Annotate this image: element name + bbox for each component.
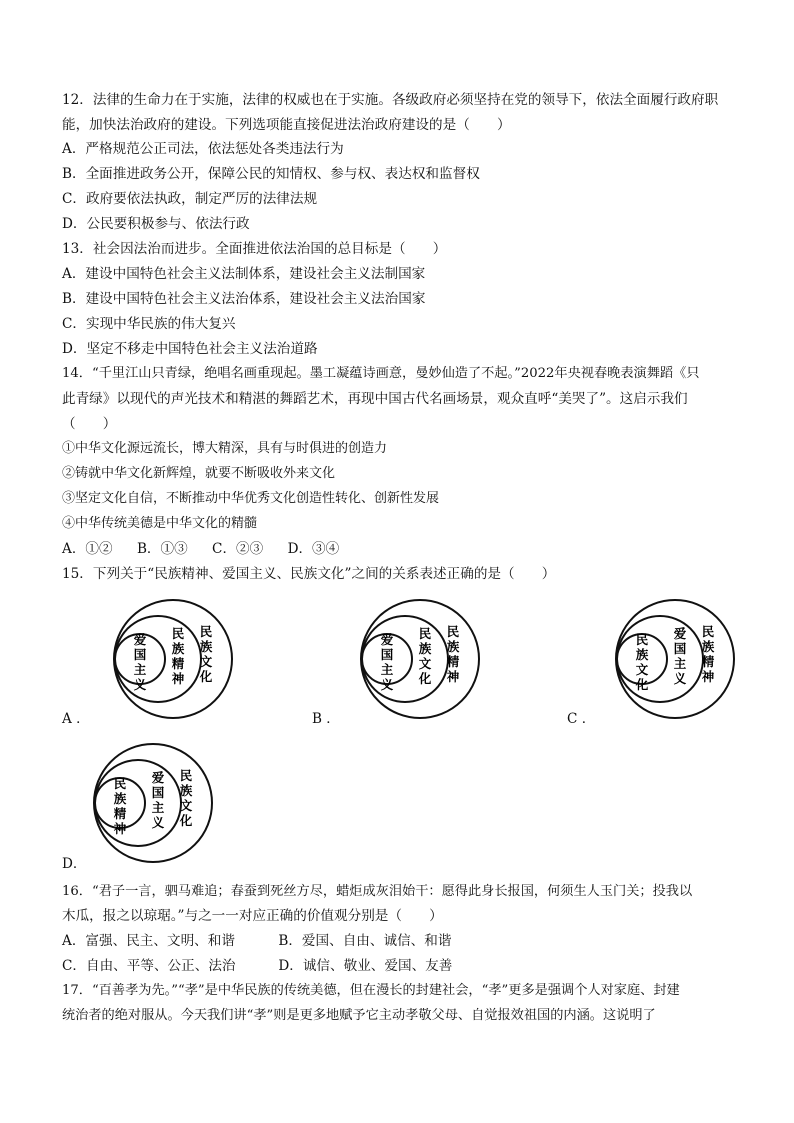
- venn-diagram-c: [610, 598, 740, 720]
- q13-option-c: C．实现中华民族的伟大复兴: [62, 316, 236, 332]
- q12-option-b: B．全面推进政务公开，保障公民的知情权、参与权、表达权和监督权: [62, 166, 480, 182]
- q14-stem-line3: （ ）: [62, 416, 117, 432]
- q17-stem-line1: 17．“百善孝为先。”“孝”是中华民族的传统美德，但在漫长的封建社会，“孝”更多是强调个人对家庭、封建: [62, 983, 680, 998]
- q16-option-a: A．富强、民主、文明、和谐: [62, 933, 235, 949]
- q14-statement-1: ①中华文化源远流长，博大精深，具有与时俱进的创造力: [62, 441, 388, 456]
- q14-option-a: A．①②: [62, 541, 113, 557]
- q16-stem-line1: 16．“君子一言，驷马难追；春蚕到死丝方尽，蜡炬成灰泪始干：愿得此身长报国，何须生人玉门关；投我以: [62, 884, 693, 899]
- venn-c-inner-label: 民族文化: [635, 632, 649, 692]
- q15-letter-d: D．: [62, 856, 87, 872]
- venn-b-outer-label: 民族精神: [446, 624, 460, 684]
- q13-option-b: B．建设中国特色社会主义法治体系，建设社会主义法治国家: [62, 291, 426, 307]
- q12-option-d: D．公民要积极参与、依法行政: [62, 216, 250, 232]
- venn-d-outer-label: 民族文化: [179, 768, 193, 828]
- venn-a-middle-label: 民族精神: [171, 626, 185, 686]
- venn-d-inner-label: 民族精神: [113, 776, 127, 836]
- q15-letter-a: A ．: [62, 711, 90, 727]
- q16-options-row1: [62, 931, 451, 951]
- q12-option-c: C．政府要依法执政，制定严厉的法律法规: [62, 191, 318, 207]
- q14-statement-3: ③坚定文化自信，不断推动中华优秀文化创造性转化、创新性发展: [62, 491, 440, 506]
- q14-option-c: C．②③: [212, 541, 264, 557]
- venn-diagram-d: [88, 742, 218, 864]
- q12-stem-line2: 能，加快法治政府的建设。下列选项能直接促进法治政府建设的是（ ）: [62, 117, 511, 133]
- q15-stem: 15．下列关于“民族精神、爱国主义、民族文化”之间的关系表述正确的是（ ）: [62, 566, 556, 582]
- q14-options: [62, 539, 359, 559]
- q16-option-b: B．爱国、自由、诚信、和谐: [278, 933, 452, 949]
- venn-c-outer-label: 民族精神: [701, 624, 715, 684]
- q14-statement-4: ④中华传统美德是中华文化的精髓: [62, 516, 258, 531]
- q14-option-b: B．①③: [136, 541, 188, 557]
- q16-option-d: D．诚信、敬业、爱国、友善: [278, 958, 453, 974]
- venn-b-inner-label: 爱国主义: [380, 632, 394, 692]
- q12-option-a: A．严格规范公正司法，依法惩处各类违法行为: [62, 141, 344, 157]
- venn-d-middle-label: 爱国主义: [151, 770, 165, 830]
- venn-diagram-a: [108, 598, 238, 720]
- q13-option-a: A．建设中国特色社会主义法制体系，建设社会主义法制国家: [62, 266, 426, 282]
- venn-c-middle-label: 爱国主义: [673, 626, 687, 686]
- venn-a-inner-label: 爱国主义: [133, 632, 147, 692]
- q17-stem-line2: 统治者的绝对服从。今天我们讲“孝”则是更多地赋予它主动孝敬父母、自觉报效祖国的内涵。这说明了: [62, 1008, 656, 1023]
- q14-statement-2: ②铸就中华文化新辉煌，就要不断吸收外来文化: [62, 466, 336, 481]
- q16-stem-line2: 木瓜，报之以琼琚。”与之一一对应正确的价值观分别是（ ）: [62, 908, 443, 924]
- venn-b-middle-label: 民族文化: [418, 626, 432, 686]
- q16-options-row2: [62, 956, 452, 976]
- q13-option-d: D．坚定不移走中国特色社会主义法治道路: [62, 341, 318, 357]
- q15-letter-c: C ．: [567, 711, 596, 727]
- q14-option-d: D．③④: [287, 541, 340, 557]
- q14-stem-line2: 此青绿》以现代的声光技术和精湛的舞蹈艺术，再现中国古代名画场景，观众直呼“美哭了”。这启示我们: [62, 391, 688, 407]
- q14-stem-line1: 14．“千里江山只青绿，绝唱名画重现起。墨工凝蕴诗画意，曼妙仙造了不起。”2022年央视春晚表演舞蹈《只: [62, 366, 700, 381]
- venn-diagram-b: [355, 598, 485, 720]
- q16-option-c: C．自由、平等、公正、法治: [62, 958, 236, 974]
- q13-stem: 13．社会因法治而进步。全面推进依法治国的总目标是（ ）: [62, 241, 447, 257]
- q12-stem-line1: 12．法律的生命力在于实施，法律的权威也在于实施。各级政府必须坚持在党的领导下，依法全面履行政府职: [62, 92, 719, 108]
- q15-letter-b: B ．: [312, 711, 340, 727]
- venn-a-outer-label: 民族文化: [199, 624, 213, 684]
